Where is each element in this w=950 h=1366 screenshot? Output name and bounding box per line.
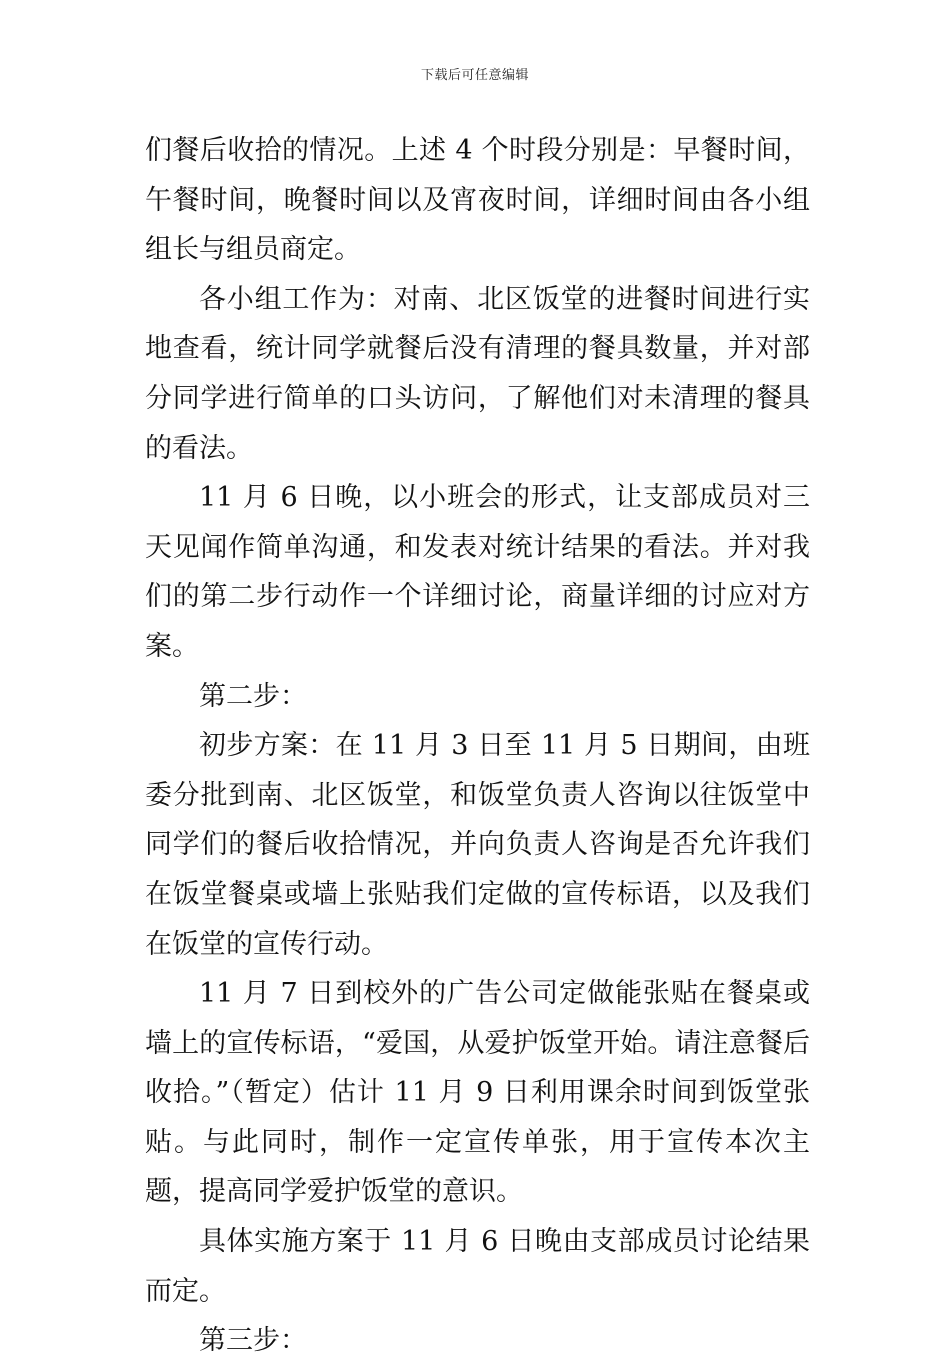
- paragraph: 们餐后收拾的情况。上述 4 个时段分别是：早餐时间，午餐时间，晚餐时间以及宵夜时间，详细时间由各小组组长与组员商定。: [145, 135, 810, 266]
- paragraph: 初步方案：在 11 月 3 日至 11 月 5 日期间，由班委分批到南、北区饭堂，和饭堂负责人咨询以往饭堂中同学们的餐后收拾情况，并向负责人咨询是否允许我们在饭堂餐桌或墙上张贴我们定做的宣传标语，以及我们在饭堂的宣传行动。: [145, 730, 810, 960]
- paragraph: 具体实施方案于 11 月 6 日晚由支部成员讨论结果而定。: [145, 1226, 810, 1307]
- paragraph: 各小组工作为：对南、北区饭堂的进餐时间进行实地查看，统计同学就餐后没有清理的餐具数量，并对部分同学进行简单的口头访问，了解他们对未清理的餐具的看法。: [145, 283, 810, 464]
- section-heading: 第三步：: [199, 1325, 307, 1357]
- paragraph: 11 月 6 日晚，以小班会的形式，让支部成员对三天见闻作简单沟通，和发表对统计结果的看法。并对我们的第二步行动作一个详细讨论，商量详细的讨应对方案。: [145, 482, 810, 662]
- page-header: 下载后可任意编辑: [420, 68, 529, 83]
- paragraph: 11 月 7 日到校外的广告公司定做能张贴在餐桌或墙上的宣传标语，“爱国，从爱护饭堂开始。请注意餐后收拾。”（暂定）估计 11 月 9 日利用课余时间到饭堂张贴。与此同时，制作一定宣传单张，用于宣传本次主题，提高同学爱护饭堂的意识。: [145, 978, 810, 1208]
- document-body: [145, 126, 810, 1366]
- section-heading: 第二步：: [199, 680, 307, 712]
